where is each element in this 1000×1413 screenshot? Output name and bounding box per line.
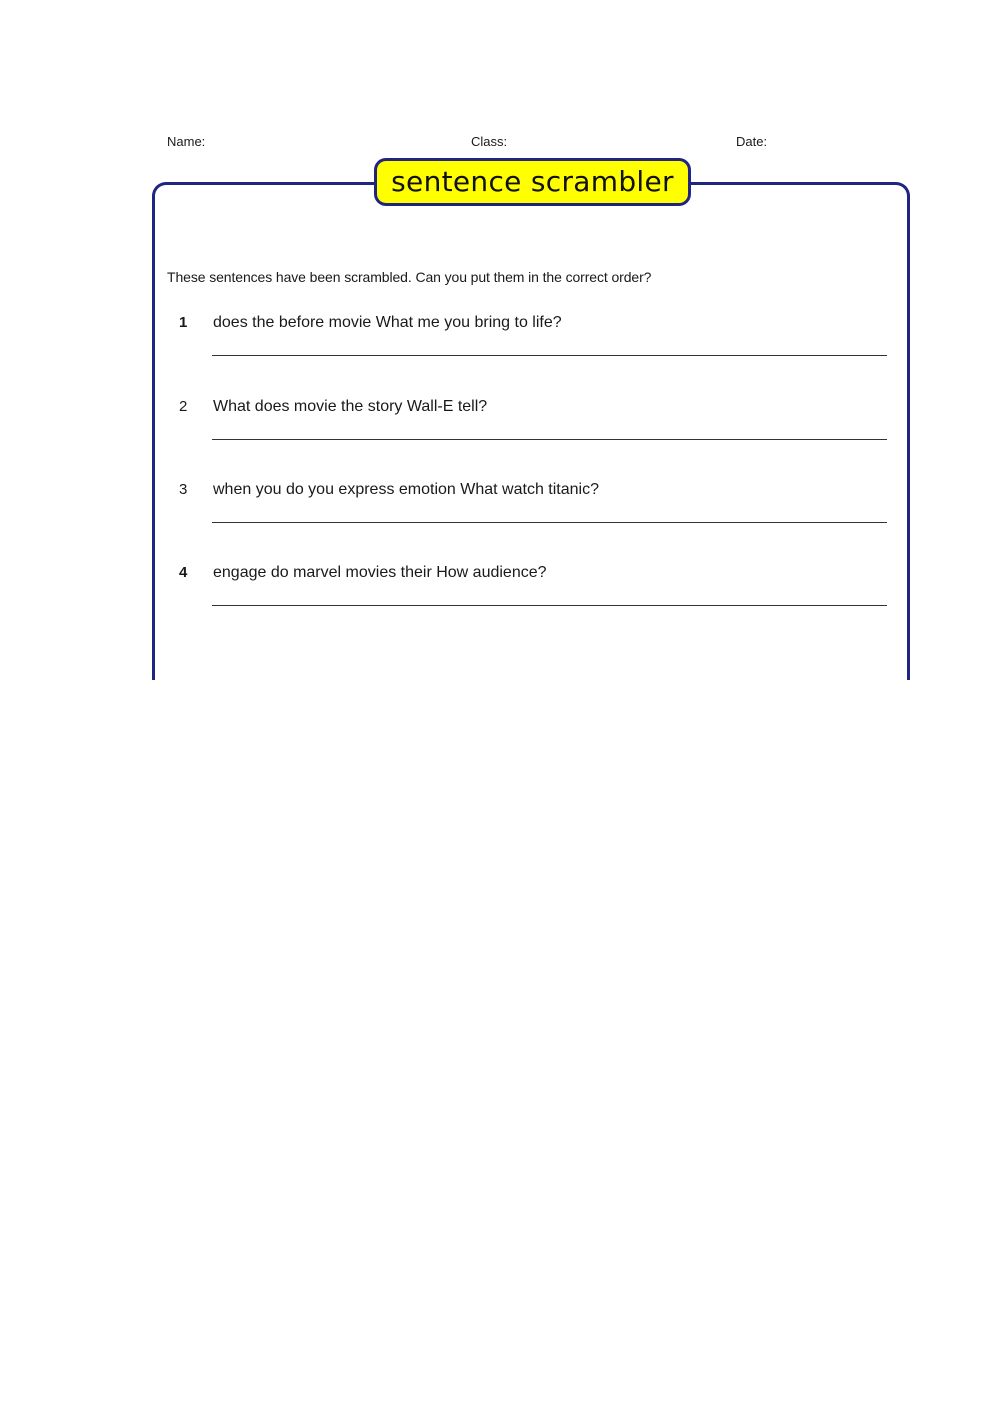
scrambled-sentence-item xyxy=(0,314,1000,374)
name-label: Name: xyxy=(167,134,206,149)
item-number: 2 xyxy=(179,398,188,415)
date-label: Date: xyxy=(736,134,768,149)
scrambled-sentence-text: when you do you express emotion What watch titanic? xyxy=(213,481,599,498)
scrambled-sentence-item xyxy=(0,481,1000,541)
answer-line[interactable] xyxy=(212,605,887,606)
scrambled-sentence-text: What does movie the story Wall-E tell? xyxy=(213,398,488,415)
answer-line[interactable] xyxy=(212,439,887,440)
scrambled-sentence-text: does the before movie What me you bring to life? xyxy=(213,314,562,331)
item-number: 3 xyxy=(179,481,188,498)
item-number: 4 xyxy=(179,564,188,581)
scrambled-sentence-text: engage do marvel movies their How audience? xyxy=(213,564,547,581)
worksheet-title: sentence scrambler xyxy=(374,158,691,206)
answer-line[interactable] xyxy=(212,355,887,356)
answer-line[interactable] xyxy=(212,522,887,523)
scrambled-sentence-item xyxy=(0,398,1000,458)
item-number: 1 xyxy=(179,314,188,331)
scrambled-sentence-item xyxy=(0,564,1000,624)
instructions-text: These sentences have been scrambled. Can you put them in the correct order? xyxy=(167,269,652,285)
page-blank-area xyxy=(0,680,1000,1413)
class-label: Class: xyxy=(471,134,508,149)
